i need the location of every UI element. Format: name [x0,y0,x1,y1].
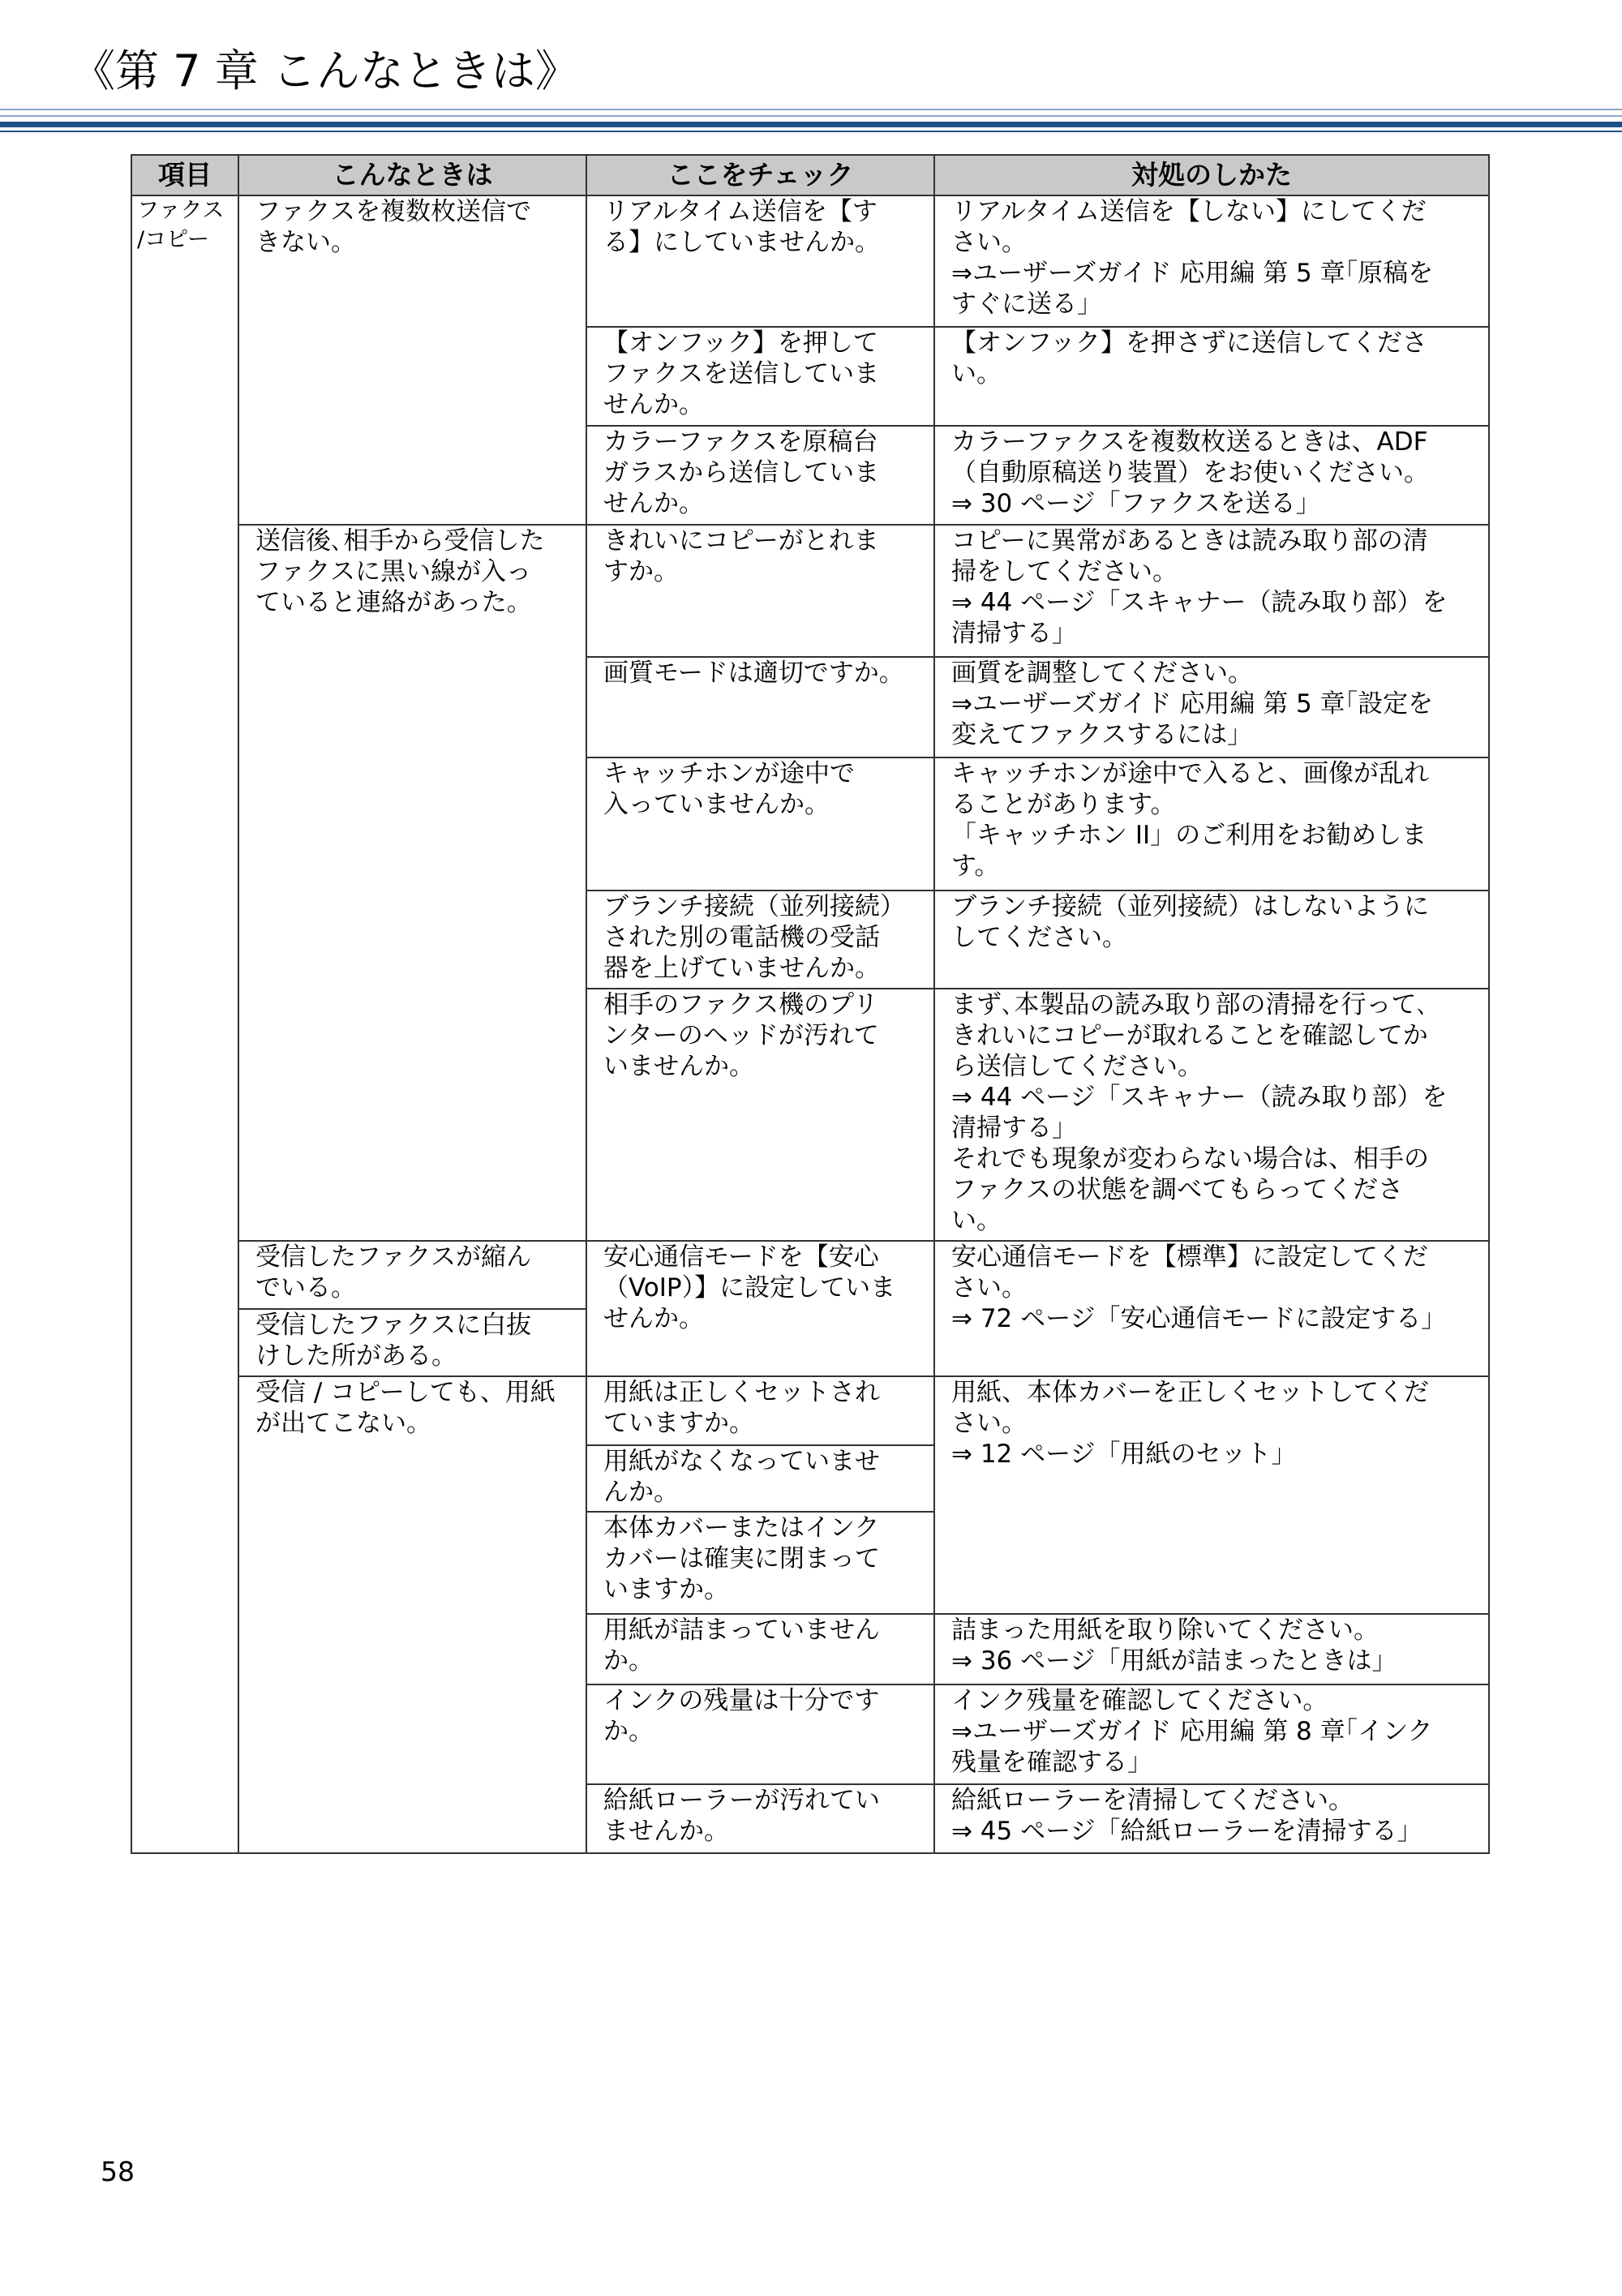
cell-line: 用紙は正しくセットされ [603,1378,880,1407]
check-cell [586,1684,934,1784]
cell-line: 給紙ローラーを清掃してください。 [951,1786,1354,1815]
solution-cell [934,195,1489,327]
header-rule [0,109,1622,110]
cell-line: 用紙がなくなっていませ [603,1447,880,1476]
cell-line: んか。 [603,1478,679,1507]
check-cell [586,1376,934,1445]
cell-line: すぐに送る｣ [951,290,1090,319]
cell-line: いますか。 [603,1575,729,1604]
cell-line: ファクス [137,198,225,223]
solution-cell [934,426,1489,525]
cell-line: ファクスの状態を調べてもらってくださ [951,1175,1404,1204]
cell-line: きない。 [255,228,356,257]
cell-line: ⇒ 12 ページ「用紙のセット」 [951,1440,1297,1469]
cell-line: カバーは確実に閉まって [603,1544,880,1573]
check-cell [586,426,934,525]
situation-cell [238,1309,586,1376]
cell-line: せんか。 [603,390,704,419]
cell-line: 送信後､相手から受信した [255,526,545,556]
header-situation: こんなときは [238,155,586,195]
check-cell [586,1784,934,1853]
cell-line: ⇒ 30 ページ「ファクスを送る」 [951,489,1321,518]
table-row [131,1376,1489,1445]
cell-line: カラーファクスを複数枚送るときは、ADF [951,427,1428,457]
cell-line: 画質モードは適切ですか。 [603,659,904,688]
situation-cell [238,1376,586,1853]
cell-line: 用紙、本体カバーを正しくセットしてくだ [951,1378,1429,1407]
cell-line: 画質を調整してください。 [951,659,1253,688]
cell-line: 給紙ローラーが汚れてい [603,1786,880,1815]
situation-cell [238,525,586,1241]
cell-line: コピーに異常があるときは読み取り部の清 [951,526,1428,556]
cell-line: 受信したファクスに白抜 [255,1311,532,1340]
cell-line: 用紙が詰まっていません [603,1616,880,1645]
solution-cell [934,657,1489,757]
cell-line: いませんか。 [603,1052,754,1081]
cell-line: 清掃する」 [951,619,1077,648]
cell-line: ⇒ユーザーズガイド 応用編 第 8 章｢インク [951,1717,1433,1746]
header-solution: 対処のしかた [934,155,1489,195]
cell-line: い。 [951,359,1002,388]
cell-line: インクの残量は十分です [603,1686,880,1715]
cell-line: 「キャッチホン II」のご利用をお勧めしま [951,821,1427,850]
cell-line: 安心通信モードを【標準】に設定してくだ [951,1242,1428,1272]
cell-line: でいる。 [255,1273,356,1302]
cell-line: ブランチ接続（並列接続）はしないように [951,892,1429,921]
cell-line: してください。 [951,923,1127,952]
cell-line: る】にしていませんか。 [603,228,880,257]
cell-line: キャッチホンが途中で入ると、画像が乱れ [951,759,1429,788]
cell-line: それでも現象が変わらない場合は、相手の [951,1144,1429,1174]
category-cell [131,195,238,1853]
solution-cell [934,1684,1489,1784]
check-cell [586,1614,934,1684]
cell-line: ガラスから送信していま [603,458,880,487]
cell-line: ⇒ユーザーズガイド 応用編 第 5 章｢原稿を [951,259,1434,288]
check-cell [586,195,934,327]
cell-line: カラーファクスを原稿台 [603,427,878,457]
troubleshooting-table [131,154,1490,1854]
solution-cell [934,1614,1489,1684]
table-row [131,1241,1489,1309]
header-rule [0,122,1622,127]
cell-line: せんか。 [603,1304,704,1333]
check-cell [586,1241,934,1376]
cell-line: された別の電話機の受話 [603,923,880,952]
check-cell [586,989,934,1241]
cell-line: 【オンフック】を押さずに送信してくださ [951,328,1427,358]
table-header-row [131,155,1489,195]
cell-line: か。 [603,1717,654,1746]
table-row [131,525,1489,657]
cell-line: すか。 [603,557,679,586]
check-cell [586,757,934,891]
cell-line: インク残量を確認してください。 [951,1686,1328,1715]
solution-cell [934,891,1489,989]
header-rule [0,131,1622,132]
cell-line: ⇒ 36 ページ「用紙が詰まったときは」 [951,1646,1397,1676]
cell-line: い。 [951,1206,1002,1235]
cell-line: キャッチホンが途中で [603,759,855,788]
header-rule [0,115,1622,117]
cell-line: せんか。 [603,489,704,518]
cell-line: けした所がある。 [255,1341,457,1371]
cell-line: ⇒ユーザーズガイド 応用編 第 5 章｢設定を [951,689,1434,719]
cell-line: きれいにコピーがとれま [603,526,879,556]
solution-cell [934,989,1489,1241]
page-title: 《第 7 章 こんなときは》 [71,45,579,97]
cell-line: ることがあります。 [951,790,1176,819]
cell-line: 器を上げていませんか。 [603,954,880,983]
cell-line: きれいにコピーが取れることを確認してか [951,1021,1428,1050]
cell-line: ファクスに黒い線が入っ [255,557,532,586]
cell-line: ⇒ 44 ページ「スキャナー（読み取り部）を [951,1083,1448,1112]
cell-line: 詰まった用紙を取り除いてください。 [951,1616,1379,1645]
cell-line: さい。 [951,1409,1027,1438]
check-cell [586,1512,934,1614]
check-cell [586,1445,934,1512]
cell-line: ンターのヘッドが汚れて [603,1021,879,1050]
check-cell [586,327,934,426]
cell-line: ら送信してください。 [951,1052,1203,1081]
cell-line: 【オンフック】を押して [603,328,878,358]
cell-line: 本体カバーまたはインク [603,1513,880,1543]
cell-line: か。 [603,1646,654,1676]
solution-cell [934,757,1489,891]
cell-line: 受信したファクスが縮ん [255,1242,532,1272]
cell-line: 受信 / コピーしても、用紙 [255,1378,556,1407]
cell-line: 変えてファクスするには｣ [951,720,1240,749]
check-cell [586,525,934,657]
solution-cell [934,1784,1489,1853]
cell-line: ていると連絡があった。 [255,588,532,617]
cell-line: 入っていませんか。 [603,790,830,819]
cell-line: 相手のファクス機のプリ [603,990,878,1019]
header-item: 項目 [131,155,238,195]
cell-line: まず､本製品の読み取り部の清掃を行って､ [951,990,1429,1019]
cell-line: が出てこない。 [255,1409,431,1438]
cell-line: （自動原稿送り装置）をお使いください。 [951,458,1429,487]
table-row [131,195,1489,327]
cell-line: 残量を確認する｣ [951,1748,1140,1777]
solution-cell [934,1241,1489,1376]
cell-line: リアルタイム送信を【す [603,197,878,226]
cell-line: ⇒ 72 ページ「安心通信モードに設定する」 [951,1304,1447,1333]
cell-line: /コピー [137,227,210,252]
page-number: 58 [101,2156,135,2187]
solution-cell [934,525,1489,657]
cell-line: さい。 [951,228,1027,257]
cell-line: ファクスを送信していま [603,359,880,388]
cell-line: （VoIP）】に設定していま [603,1273,896,1302]
cell-line: す。 [951,852,1000,881]
cell-line: ていますか。 [603,1409,754,1438]
cell-line: ブランチ接続（並列接続） [603,892,905,921]
cell-line: 安心通信モードを【安心 [603,1242,879,1272]
cell-line: リアルタイム送信を【しない】にしてくだ [951,197,1427,226]
header-check: ここをチェック [586,155,934,195]
cell-line: ⇒ 44 ページ「スキャナー（読み取り部）を [951,588,1448,617]
check-cell [586,891,934,989]
check-cell [586,657,934,757]
cell-line: さい。 [951,1273,1027,1302]
cell-line: ファクスを複数枚送信で [255,197,532,226]
situation-cell [238,195,586,525]
situation-cell [238,1241,586,1309]
cell-line: ⇒ 45 ページ「給紙ローラーを清掃する」 [951,1817,1422,1846]
cell-line: ませんか。 [603,1817,729,1846]
cell-line: 清掃する」 [951,1114,1077,1143]
solution-cell [934,327,1489,426]
solution-cell [934,1376,1489,1614]
cell-line: 掃をしてください。 [951,557,1178,586]
